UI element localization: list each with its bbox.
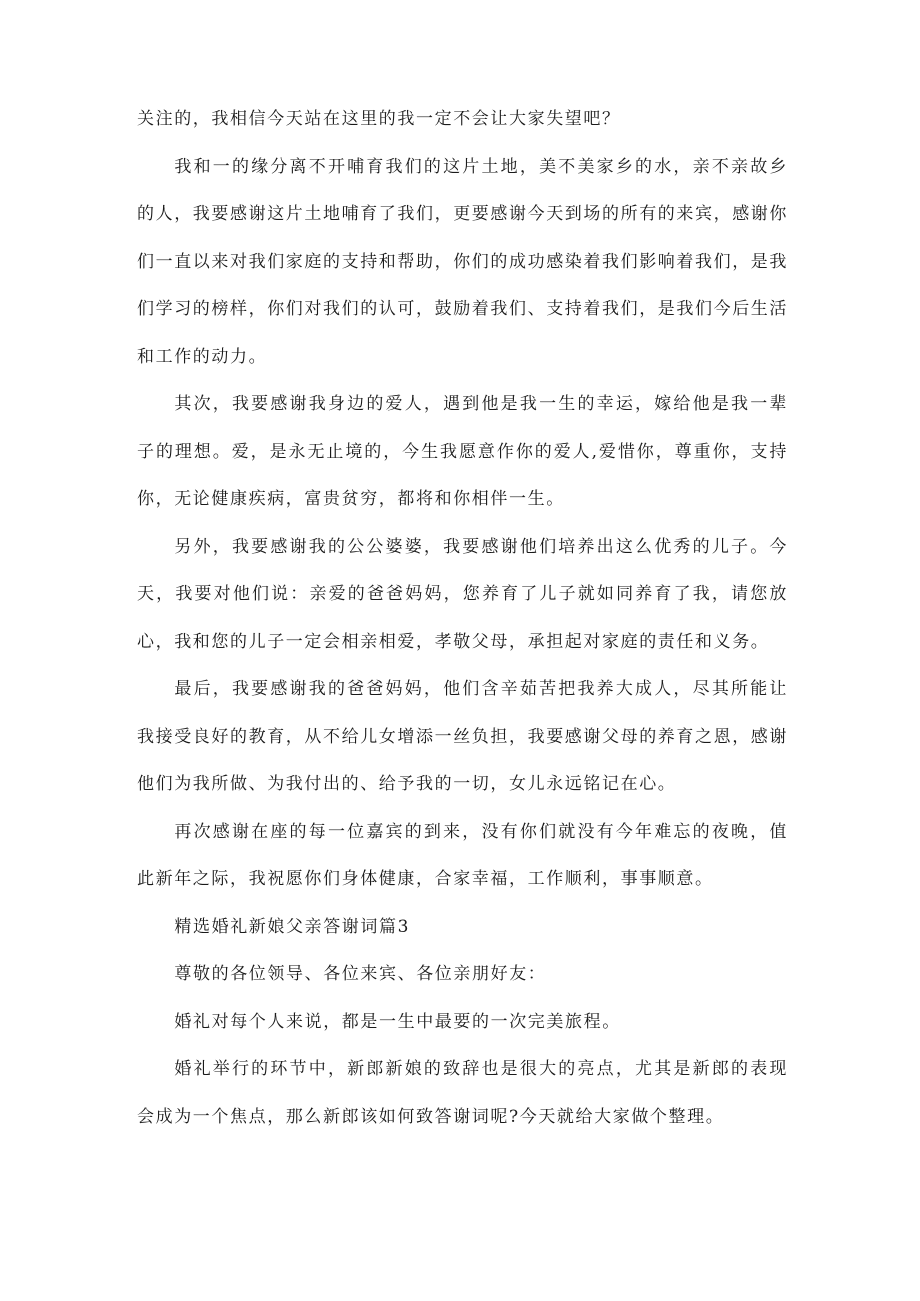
paragraph-groom-speech: 婚礼举行的环节中，新郎新娘的致辞也是很大的亮点，尤其是新郎的表现会成为一个焦点，那么新郎该如何致答谢词呢?今天就给大家做个整理。: [137, 1059, 788, 1127]
section-heading: 精选婚礼新娘父亲答谢词篇3: [174, 916, 411, 937]
paragraph-thanks-in-laws: 另外，我要感谢我的公公婆婆，我要感谢他们培养出这么优秀的儿子。今天，我要对他们说：亲爱的爸爸妈妈，您养育了儿子就如同养育了我，请您放心，我和您的儿子一定会相亲相爱，孝敬父母，承担起对家庭的责任和义务。: [137, 536, 788, 652]
paragraph-continuation: 关注的，我相信今天站在这里的我一定不会让大家失望吧？: [137, 109, 621, 129]
paragraph-thanks-guests: 我和一的缘分离不开哺育我们的这片土地，美不美家乡的水，亲不亲故乡的人，我要感谢这片土地哺育了我们，更要感谢今天到场的所有的来宾，感谢你们一直以来对我们家庭的支持和帮助，你们的成功感染着我们影响着我们，是我们学习的榜样，你们对我们的认可，鼓励着我们、支持着我们，是我们今后生活和工作的动力。: [137, 156, 788, 367]
paragraph-thanks-parents: 最后，我要感谢我的爸爸妈妈，他们含辛茹苦把我养大成人，尽其所能让我接受良好的教育，从不给儿女增添一丝负担，我要感谢父母的养育之恩，感谢他们为我所做、为我付出的、给予我的一切，女儿永远铭记在心。: [137, 679, 788, 794]
paragraph-thanks-spouse: 其次，我要感谢我身边的爱人，遇到他是我一生的幸运，嫁给他是我一辈子的理想。爱，是永无止境的，今生我愿意作你的爱人,爱惜你，尊重你，支持你，无论健康疾病，富贵贫穷，都将和你相伴一生。: [137, 394, 788, 509]
paragraph-closing-wishes: 再次感谢在座的每一位嘉宾的到来，没有你们就没有今年难忘的夜晚，值此新年之际，我祝愿你们身体健康，合家幸福，工作顺利，事事顺意。: [137, 821, 788, 889]
paragraph-wedding-journey: 婚礼对每个人来说，都是一生中最要的一次完美旅程。: [174, 1011, 621, 1032]
paragraph-salutation: 尊敬的各位领导、各位来宾、各位亲朋好友：: [174, 964, 547, 984]
